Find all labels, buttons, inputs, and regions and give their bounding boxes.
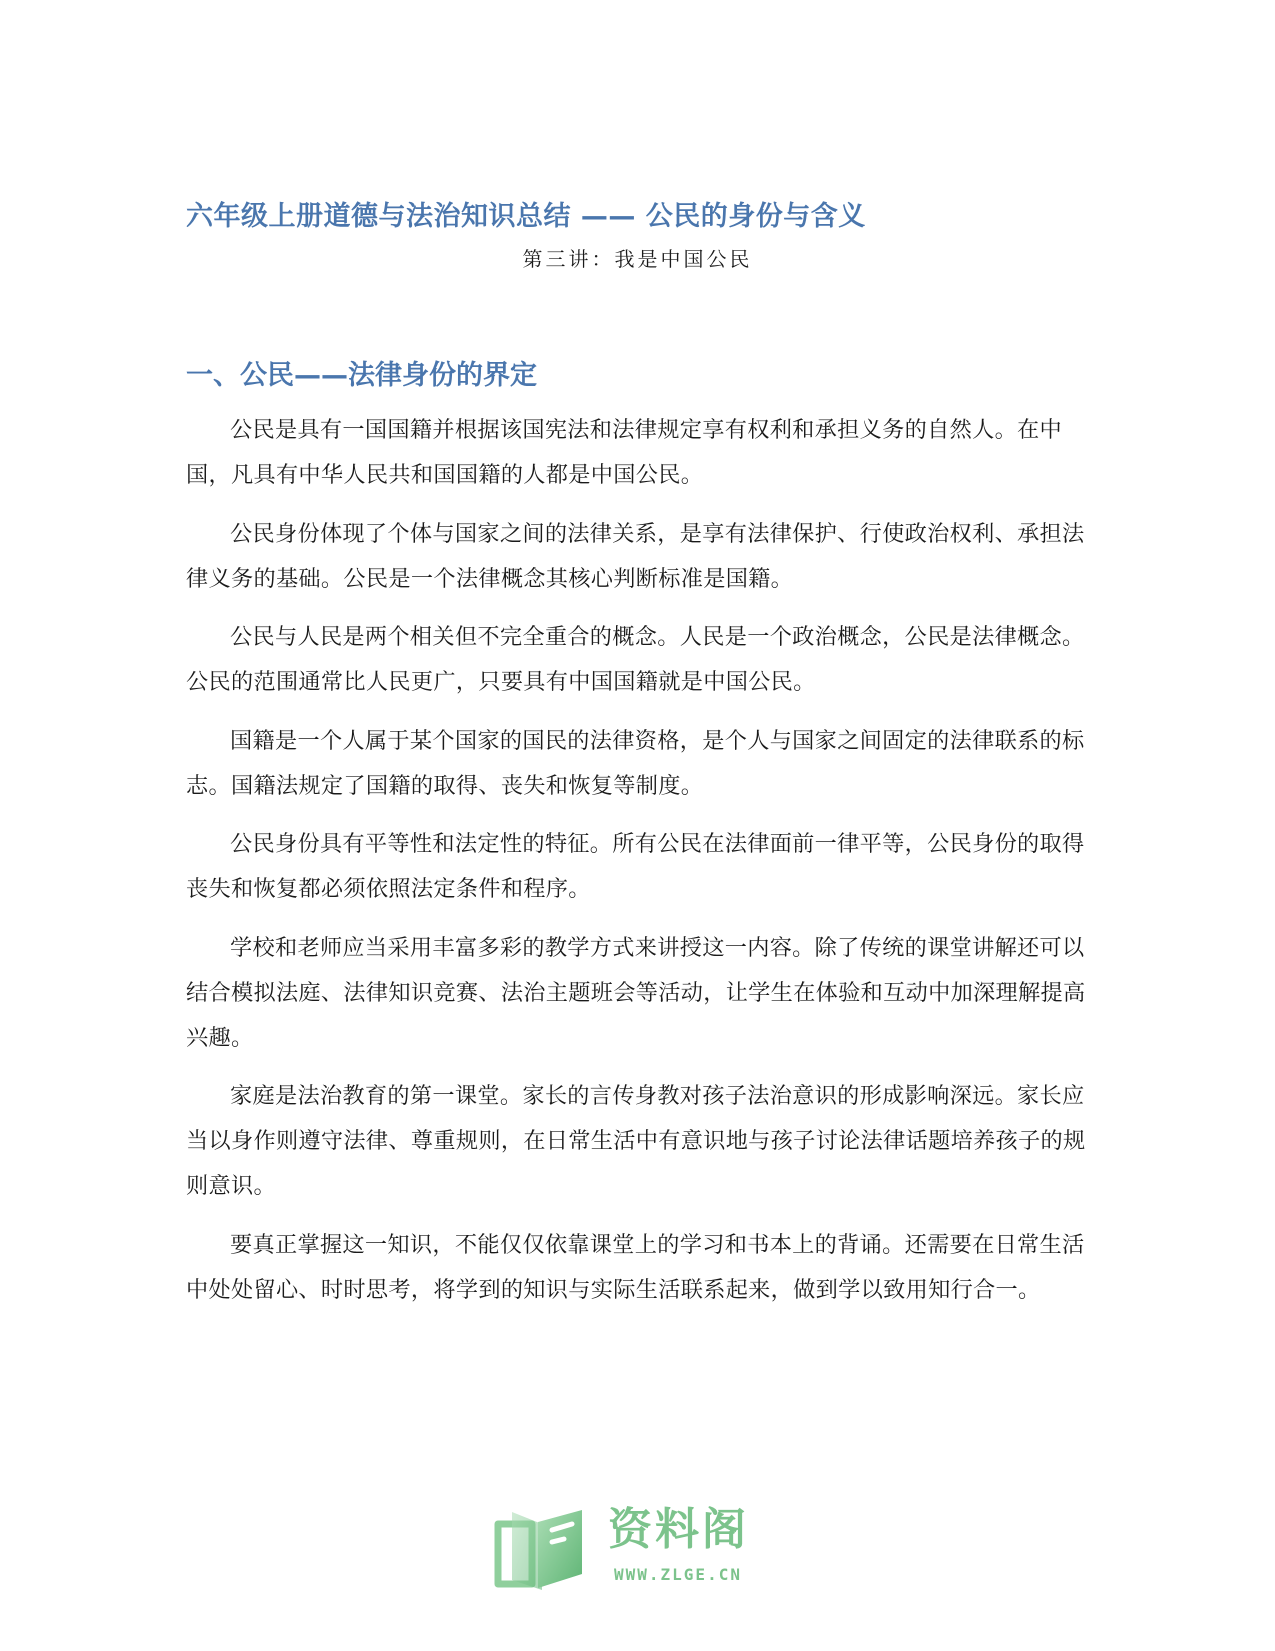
watermark-logo bbox=[490, 1502, 790, 1594]
paragraph: 公民与人民是两个相关但不完全重合的概念。人民是一个政治概念，公民是法律概念。公民的范围通常比人民更广，只要具有中国国籍就是中国公民。 bbox=[186, 624, 1085, 695]
paragraph: 公民身份具有平等性和法定性的特征。所有公民在法律面前一律平等，公民身份的取得丧失和恢复都必须依照法定条件和程序。 bbox=[186, 831, 1085, 902]
paragraph: 学校和老师应当采用丰富多彩的教学方式来讲授这一内容。除了传统的课堂讲解还可以结合模拟法庭、法律知识竞赛、法治主题班会等活动，让学生在体验和互动中加深理解提高兴趣。 bbox=[186, 934, 1086, 1051]
paragraph: 公民是具有一国国籍并根据该国宪法和法律规定享有权利和承担义务的自然人。在中国，凡具有中华人民共和国国籍的人都是中国公民。 bbox=[186, 417, 1063, 488]
document-body bbox=[186, 408, 1090, 1326]
paragraph: 家庭是法治教育的第一课堂。家长的言传身教对孩子法治意识的形成影响深远。家长应当以身作则遵守法律、尊重规则，在日常生活中有意识地与孩子讨论法律话题培养孩子的规则意识。 bbox=[186, 1083, 1086, 1199]
watermark-url: WWW.ZLGE.CN bbox=[614, 1565, 742, 1584]
document-subtitle: 第三讲：我是中国公民 bbox=[522, 247, 753, 271]
paragraph: 要真正掌握这一知识，不能仅仅依靠课堂上的学习和书本上的背诵。还需要在日常生活中处处留心、时时思考，将学到的知识与实际生活联系起来，做到学以致用知行合一。 bbox=[186, 1231, 1085, 1303]
document-title: 六年级上册道德与法治知识总结 —— 公民的身份与含义 bbox=[186, 201, 866, 232]
paragraph: 国籍是一个人属于某个国家的国民的法律资格，是个人与国家之间固定的法律联系的标志。国籍法规定了国籍的取得、丧失和恢复等制度。 bbox=[186, 727, 1085, 799]
paragraph: 公民身份体现了个体与国家之间的法律关系，是享有法律保护、行使政治权利、承担法律义务的基础。公民是一个法律概念其核心判断标准是国籍。 bbox=[186, 520, 1085, 592]
open-book-icon bbox=[490, 1502, 600, 1594]
watermark-name: 资料阁 bbox=[608, 1504, 749, 1555]
section-heading: 一、公民——法律身份的界定 bbox=[186, 360, 537, 391]
